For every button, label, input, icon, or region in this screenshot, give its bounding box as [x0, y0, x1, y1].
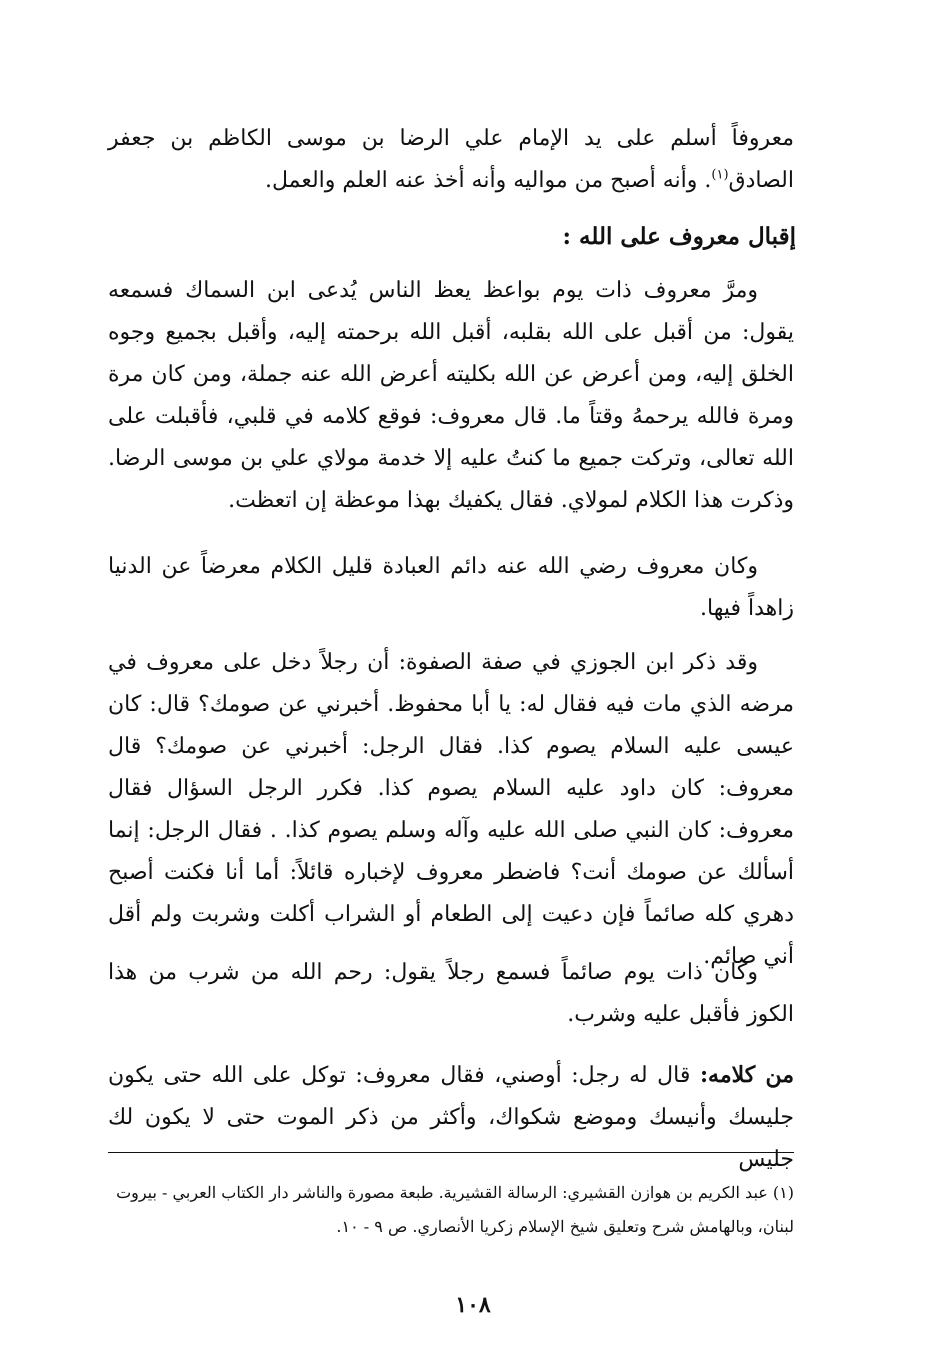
opening-paragraph — [108, 118, 794, 202]
opening-text-continued: . وأنه أصبح من مواليه وأنه أخذ عنه العلم والعمل. — [264, 168, 712, 193]
footnote-reference[interactable]: (١) — [711, 167, 729, 183]
page-number: ١٠٨ — [455, 1292, 491, 1318]
paragraph-sayings — [108, 1054, 794, 1181]
paragraph-fasting: وقد ذكر ابن الجوزي في صفة الصفوة: أن رجلاً دخل على معروف في مرضه الذي مات فيه فقال له: يا أبا محفوظ. أخبرني عن صومك؟ قال: كان عيسى عليه السلام يصوم كذا. فقال الرجل: أخبرني عن صومك؟ قال معروف: كان داود عليه السلام يصوم كذا. فكرر الرجل السؤال فقال معروف: كان النبي صلى الله عليه وآله وسلم يصوم كذا. . فقال الرجل: إنما أسألك عن صومك أنت؟ فاضطر معروف لإخباره قائلاً: أما أنا فكنت أصبح دهري كله صائماً فإن دعيت إلى الطعام أو الشراب أكلت وشربت ولم أقل أني صائم. — [108, 650, 795, 969]
section-heading: إقبال معروف على الله : — [562, 223, 796, 250]
sayings-label: من كلامه: — [699, 1062, 794, 1088]
paragraph-worship: وكان معروف رضي الله عنه دائم العبادة قليل الكلام معرضاً عن الدنيا زاهداً فيها. — [108, 554, 794, 621]
paragraph-ibn-al-sammak: ومرَّ معروف ذات يوم بواعظ يعظ الناس يُدعى ابن السماك فسمعه يقول: من أقبل على الله بقلبه، أقبل الله برحمته إليه، وأقبل بجميع وجوه الخلق إليه، ومن أعرض عن الله بكليته أعرض الله عنه جملة، ومن كان مرة ومرة فالله يرحمهُ وقتاً ما. قال معروف: فوقع كلامه في قلبي، فأقبلت على الله تعالى، وتركت جميع ما كنتُ عليه إلا خدمة مولاي علي بن موسى الرضا. وذكرت هذا الكلام لمولاي. فقال يكفيك بهذا موعظة إن اتعظت. — [108, 278, 794, 513]
opening-text: معروفاً أسلم على يد الإمام علي الرضا بن موسى الكاظم بن جعفر الصادق — [108, 126, 794, 193]
paragraph-jug: وكان ذات يوم صائماً فسمع رجلاً يقول: رحم الله من شرب من هذا الكوز فأقبل عليه وشرب. — [108, 960, 794, 1027]
footnote: (١) عبد الكريم بن هوازن القشيري: الرسالة القشيرية. طبعة مصورة والناشر دار الكتاب العربي - بيروت لبنان، وبالهامش شرح وتعليق شيخ الإسلام زكريا الأنصاري. ص ٩ - ١٠. — [116, 1183, 794, 1236]
footnote-divider — [108, 1152, 794, 1153]
sayings-text: قال له رجل: أوصني، فقال معروف: توكل على الله حتى يكون جليسك وأنيسك وموضع شكواك، وأكثر من ذكر الموت حتى لا يكون لك جليس — [108, 1063, 794, 1172]
